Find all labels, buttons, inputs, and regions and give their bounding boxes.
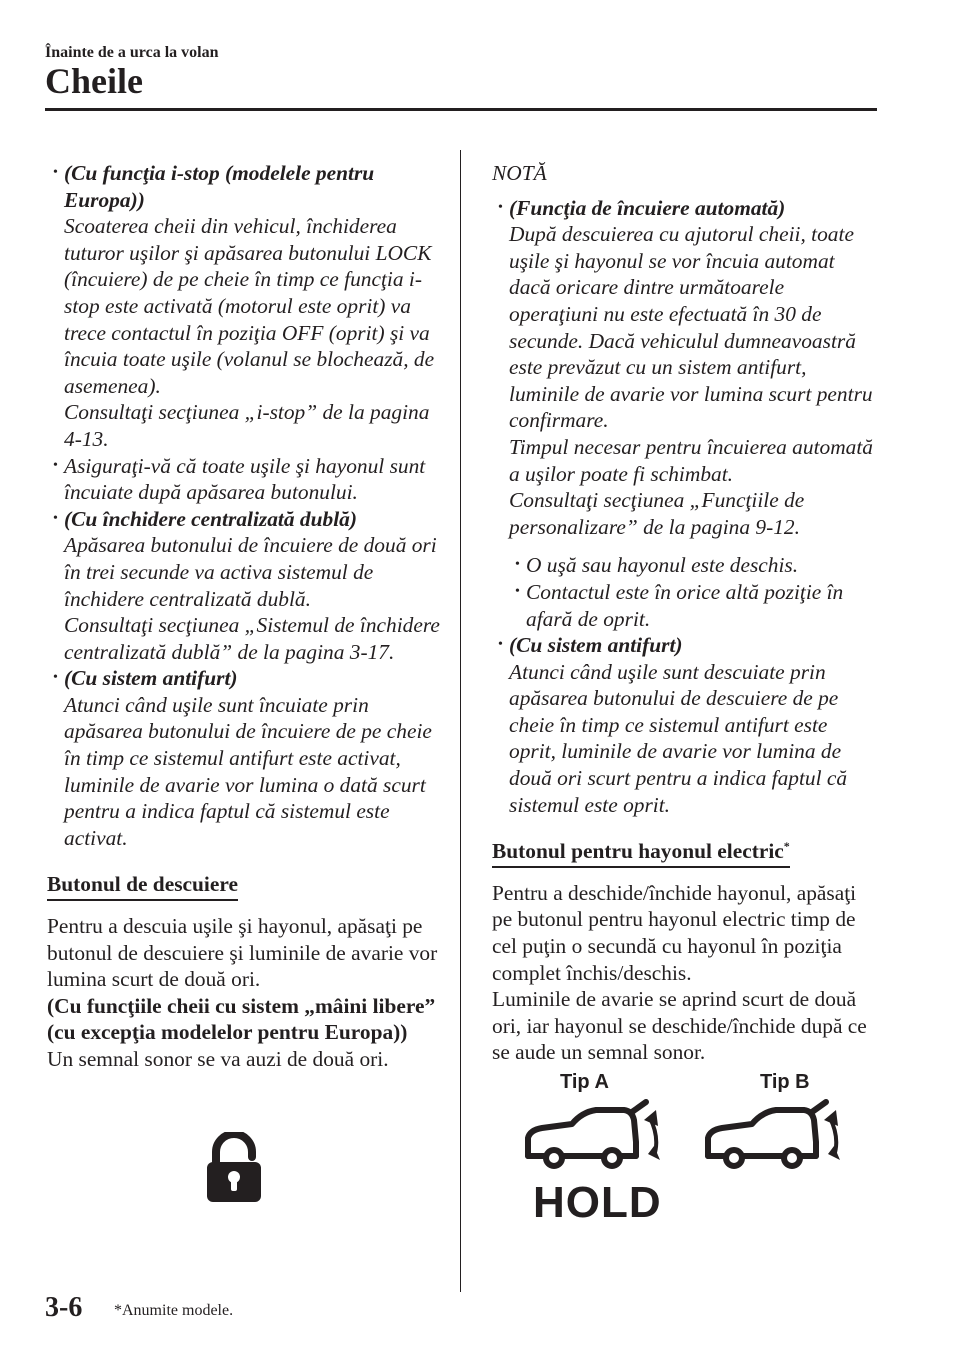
tailgate-body: Pentru a deschide/închide hayonul, apăsaţi pe butonul pentru hayonul electric timp de cel puţin o secundă cu hayonul în poziţia complet închis/deschis. <box>492 880 857 985</box>
unlock-body-2: Un semnal sonor se va auzi de două ori. <box>47 1047 389 1071</box>
bullet-body: Atunci când uşile sunt încuiate prin apăsarea butonului de încuiere de pe cheie în timp ce sistemul antifurt este activat, luminile de avarie vor lumina o dată scurt pentru a indica faptul că sistemul este activat. <box>64 692 432 850</box>
bullet-icon: • <box>53 165 58 180</box>
section-label: Înainte de a urca la volan <box>45 44 219 61</box>
tip-b-label: Tip B <box>760 1071 810 1093</box>
sub-bullet-text: Contactul este în orice altă poziţie în afară de oprit. <box>526 579 844 631</box>
footnote: *Anumite modele. <box>114 1302 234 1319</box>
tailgate-heading-text: Butonul pentru hayonul electric <box>492 839 784 864</box>
unlock-heading: Butonul de descuiere <box>47 871 238 901</box>
bullet-icon: • <box>53 670 58 686</box>
tailgate-body-2: Luminile de avarie se aprind scurt de două ori, iar hayonul se deschide/închide după ce se aude un semnal sonor. <box>492 987 867 1065</box>
bullet-icon: • <box>53 457 58 473</box>
bullet-icon: • <box>53 510 58 526</box>
tailgate-heading <box>492 838 790 868</box>
column-divider <box>460 150 461 1292</box>
page-number: 3-6 <box>45 1292 83 1323</box>
note-bullet-body: După descuierea cu ajutorul cheii, toate uşile şi hayonul se vor încuia automat dacă oricare dintre următoarele operaţiuni nu este efectuată în 30 de secunde. Dacă vehiculul dumneavoastră este prevăzut cu un sistem antifurt, luminile de avarie vor lumina scurt pentru confirmare. <box>509 222 873 433</box>
list-item <box>47 160 443 453</box>
left-column <box>47 160 443 1073</box>
list-item <box>492 632 877 818</box>
bullet-title: (Cu sistem antifurt) <box>64 666 238 691</box>
unlock-icon <box>203 1132 265 1204</box>
list-item <box>47 506 443 666</box>
bullet-body: Scoaterea cheii din vehicul, închiderea tuturor uşilor şi apăsarea butonului LOCK (încuiere) de pe cheie în timp ce funcţia i-stop este activată (motorul este oprit) va trece contactul în poziţia OFF (oprit) şi va încuia toate uşile (volanul se blochează, de asemenea). <box>64 214 435 398</box>
bullet-body: Apăsarea butonului de încuiere de două ori în trei secunde va activa sistemul de închidere centralizată dublă. <box>64 533 437 611</box>
list-item <box>492 195 877 633</box>
bullet-body: Asiguraţi-vă că toate uşile şi hayonul sunt încuiate după apăsarea butonului. <box>64 453 426 505</box>
list-item <box>47 665 443 851</box>
header-rule <box>45 108 877 111</box>
note-bullet-body: Atunci când uşile sunt descuiate prin apăsarea butonului de descuiere de pe cheie în timp ce sistemul antifurt este oprit, luminile de avarie vor lumina de două ori scurt pentru a indica faptul că sistemul este oprit. <box>509 659 848 817</box>
chapter-title: Cheile <box>45 61 143 101</box>
model-footnote-marker: * <box>783 839 790 854</box>
sub-list-item <box>509 552 877 579</box>
bullet-reference: Consultaţi secţiunea „i-stop” de la pagina 4-13. <box>64 400 430 451</box>
note-bullet-reference: Consultaţi secţiunea „Funcţiile de personalizare” de la pagina 9-12. <box>509 488 805 539</box>
note-bullet-title: (Cu sistem antifurt) <box>509 633 683 658</box>
bullet-icon: • <box>515 583 520 599</box>
bullet-title: (Cu închidere centralizată dublă) <box>64 506 357 531</box>
bullet-reference: Consultaţi secţiunea „Sistemul de închidere centralizată dublă” de la pagina 3-17. <box>64 613 440 664</box>
sub-list-item <box>509 579 877 632</box>
tip-a-label: Tip A <box>560 1071 609 1093</box>
sub-bullet-text: O uşă sau hayonul este deschis. <box>526 553 799 578</box>
note-bullet-body-2: Timpul necesar pentru încuierea automată a uşilor poate fi schimbat. <box>509 434 873 486</box>
bullet-icon: • <box>498 637 503 653</box>
note-title: NOTĂ <box>492 161 547 185</box>
bullet-title: (Cu funcţia i-stop (modelele pentru Europa)) <box>64 161 375 212</box>
list-item <box>47 453 443 506</box>
right-column <box>492 160 877 1066</box>
car-tailgate-icon <box>520 1098 670 1178</box>
unlock-body: Pentru a descuia uşile şi hayonul, apăsaţi pe butonul de descuiere şi luminile de avarie vor lumina scurt de două ori. <box>47 914 438 992</box>
car-tailgate-icon <box>700 1098 850 1178</box>
bullet-icon: • <box>498 199 503 215</box>
note-bullet-title: (Funcţia de încuiere automată) <box>509 195 786 220</box>
hold-label: HOLD <box>533 1178 662 1227</box>
unlock-bold-note: (Cu funcţiile cheii cu sistem „mâini libere” (cu excepţia modelelor pentru Europa)) <box>47 993 436 1045</box>
bullet-icon: • <box>515 557 520 573</box>
